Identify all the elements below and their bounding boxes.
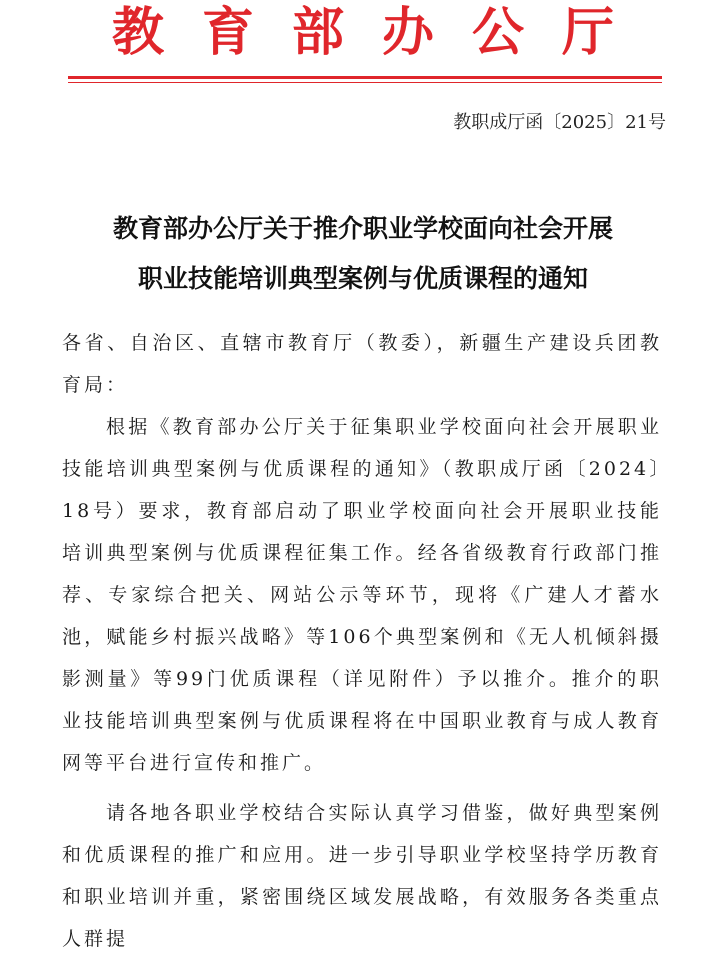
issuer-header: 教育部办公厅	[111, 2, 652, 63]
header-red-rule-thin	[68, 82, 662, 83]
addressee: 各省、自治区、直辖市教育厅（教委），新疆生产建设兵团教育局：	[62, 332, 662, 396]
body-paragraph-2: 请各地各职业学校结合实际认真学习借鉴，做好典型案例和优质课程的推广和应用。进一步引导职业学校坚持学历教育和职业培训并重，紧密围绕区域发展战略，有效服务各类重点人群提	[62, 802, 662, 950]
document-number: 教职成厅函〔2025〕21号	[453, 112, 666, 133]
document-title-line-2: 职业技能培训典型案例与优质课程的通知	[137, 264, 588, 293]
body-paragraph-1: 根据《教育部办公厅关于征集职业学校面向社会开展职业技能培训典型案例与优质课程的通知》（教职成厅函〔2024〕18号）要求，教育部启动了职业学校面向社会开展职业技能培训典型案例与优质课程征集工作。经各省级教育行政部门推荐、专家综合把关、网站公示等环节，现将《广建人才蓄水池，赋能乡村振兴战略》等106个典型案例和《无人机倾斜摄影测量》等99门优质课程（详见附件）予以推介。推介的职业技能培训典型案例与优质课程将在中国职业教育与成人教育网等平台进行宣传和推广。	[62, 416, 662, 774]
header-red-rule-thick	[68, 76, 662, 79]
document-title	[0, 204, 726, 304]
document-body	[62, 322, 662, 960]
document-title-line-1: 教育部办公厅关于推介职业学校面向社会开展	[112, 214, 613, 243]
